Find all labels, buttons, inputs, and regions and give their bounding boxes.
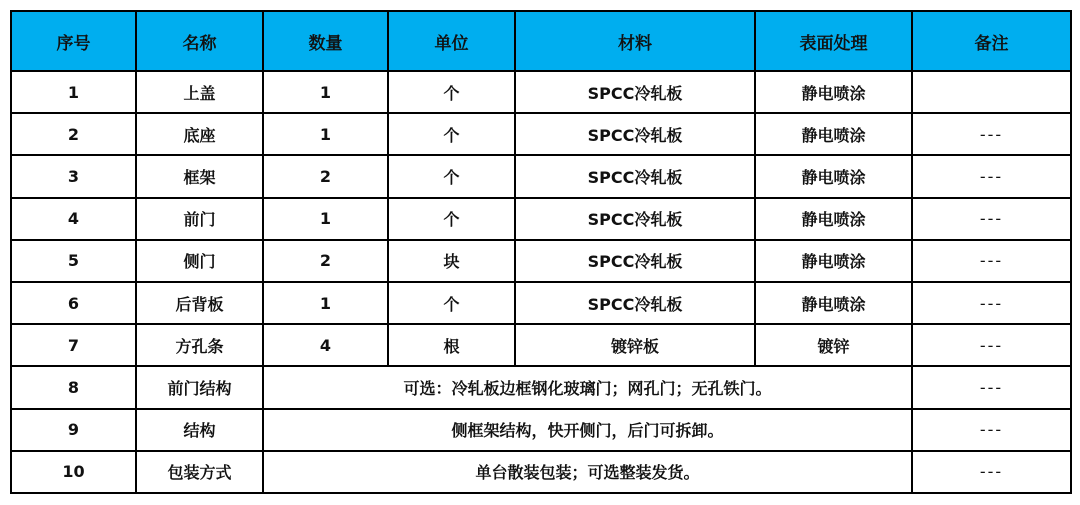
cell-material: 镀锌板 bbox=[515, 324, 755, 366]
cell-no: 10 bbox=[11, 451, 136, 493]
cell-note bbox=[912, 71, 1071, 113]
cell-name: 底座 bbox=[136, 113, 263, 155]
cell-note: --- bbox=[912, 155, 1071, 197]
cell-no: 9 bbox=[11, 409, 136, 451]
cell-name: 上盖 bbox=[136, 71, 263, 113]
cell-finish: 静电喷涂 bbox=[755, 198, 912, 240]
cell-note: --- bbox=[912, 282, 1071, 324]
table-row bbox=[11, 324, 1071, 366]
table-row bbox=[11, 155, 1071, 197]
cell-qty: 1 bbox=[263, 113, 388, 155]
cell-qty: 2 bbox=[263, 240, 388, 282]
cell-note: --- bbox=[912, 409, 1071, 451]
cell-unit: 个 bbox=[388, 113, 515, 155]
cell-note: --- bbox=[912, 113, 1071, 155]
cell-material: SPCC冷轧板 bbox=[515, 198, 755, 240]
cell-no: 3 bbox=[11, 155, 136, 197]
header-material: 材料 bbox=[515, 11, 755, 71]
cell-no: 6 bbox=[11, 282, 136, 324]
cell-name: 框架 bbox=[136, 155, 263, 197]
cell-material: SPCC冷轧板 bbox=[515, 282, 755, 324]
table-row bbox=[11, 113, 1071, 155]
cell-no: 8 bbox=[11, 366, 136, 408]
cell-name: 包装方式 bbox=[136, 451, 263, 493]
cell-material: SPCC冷轧板 bbox=[515, 155, 755, 197]
cell-description: 可选：冷轧板边框钢化玻璃门；网孔门；无孔铁门。 bbox=[263, 366, 912, 408]
cell-note: --- bbox=[912, 324, 1071, 366]
header-finish: 表面处理 bbox=[755, 11, 912, 71]
cell-name: 前门结构 bbox=[136, 366, 263, 408]
cell-unit: 个 bbox=[388, 155, 515, 197]
cell-qty: 1 bbox=[263, 198, 388, 240]
cell-finish: 镀锌 bbox=[755, 324, 912, 366]
cell-finish: 静电喷涂 bbox=[755, 282, 912, 324]
cell-qty: 2 bbox=[263, 155, 388, 197]
cell-description: 单台散装包装；可选整装发货。 bbox=[263, 451, 912, 493]
cell-note: --- bbox=[912, 198, 1071, 240]
cell-material: SPCC冷轧板 bbox=[515, 240, 755, 282]
cell-name: 方孔条 bbox=[136, 324, 263, 366]
header-name: 名称 bbox=[136, 11, 263, 71]
cell-unit: 个 bbox=[388, 71, 515, 113]
cell-note: --- bbox=[912, 451, 1071, 493]
cell-finish: 静电喷涂 bbox=[755, 113, 912, 155]
cell-name: 后背板 bbox=[136, 282, 263, 324]
cell-no: 2 bbox=[11, 113, 136, 155]
cell-material: SPCC冷轧板 bbox=[515, 71, 755, 113]
table-row-merged bbox=[11, 366, 1071, 408]
cell-unit: 个 bbox=[388, 282, 515, 324]
cell-name: 侧门 bbox=[136, 240, 263, 282]
cell-note: --- bbox=[912, 366, 1071, 408]
cell-description: 侧框架结构，快开侧门，后门可拆卸。 bbox=[263, 409, 912, 451]
table-row bbox=[11, 71, 1071, 113]
cell-material: SPCC冷轧板 bbox=[515, 113, 755, 155]
cell-name: 前门 bbox=[136, 198, 263, 240]
header-row bbox=[11, 11, 1071, 71]
cell-finish: 静电喷涂 bbox=[755, 155, 912, 197]
cell-finish: 静电喷涂 bbox=[755, 240, 912, 282]
header-no: 序号 bbox=[11, 11, 136, 71]
table-row-merged bbox=[11, 451, 1071, 493]
header-unit: 单位 bbox=[388, 11, 515, 71]
cell-finish: 静电喷涂 bbox=[755, 71, 912, 113]
cell-no: 1 bbox=[11, 71, 136, 113]
cell-unit: 块 bbox=[388, 240, 515, 282]
table-row bbox=[11, 198, 1071, 240]
cell-qty: 1 bbox=[263, 282, 388, 324]
cell-note: --- bbox=[912, 240, 1071, 282]
cell-unit: 根 bbox=[388, 324, 515, 366]
cell-unit: 个 bbox=[388, 198, 515, 240]
cell-no: 5 bbox=[11, 240, 136, 282]
table-row bbox=[11, 282, 1071, 324]
cell-qty: 1 bbox=[263, 71, 388, 113]
cell-no: 4 bbox=[11, 198, 136, 240]
table-row bbox=[11, 240, 1071, 282]
header-note: 备注 bbox=[912, 11, 1071, 71]
spec-table bbox=[10, 10, 1072, 494]
header-qty: 数量 bbox=[263, 11, 388, 71]
cell-name: 结构 bbox=[136, 409, 263, 451]
cell-qty: 4 bbox=[263, 324, 388, 366]
table-row-merged bbox=[11, 409, 1071, 451]
cell-no: 7 bbox=[11, 324, 136, 366]
